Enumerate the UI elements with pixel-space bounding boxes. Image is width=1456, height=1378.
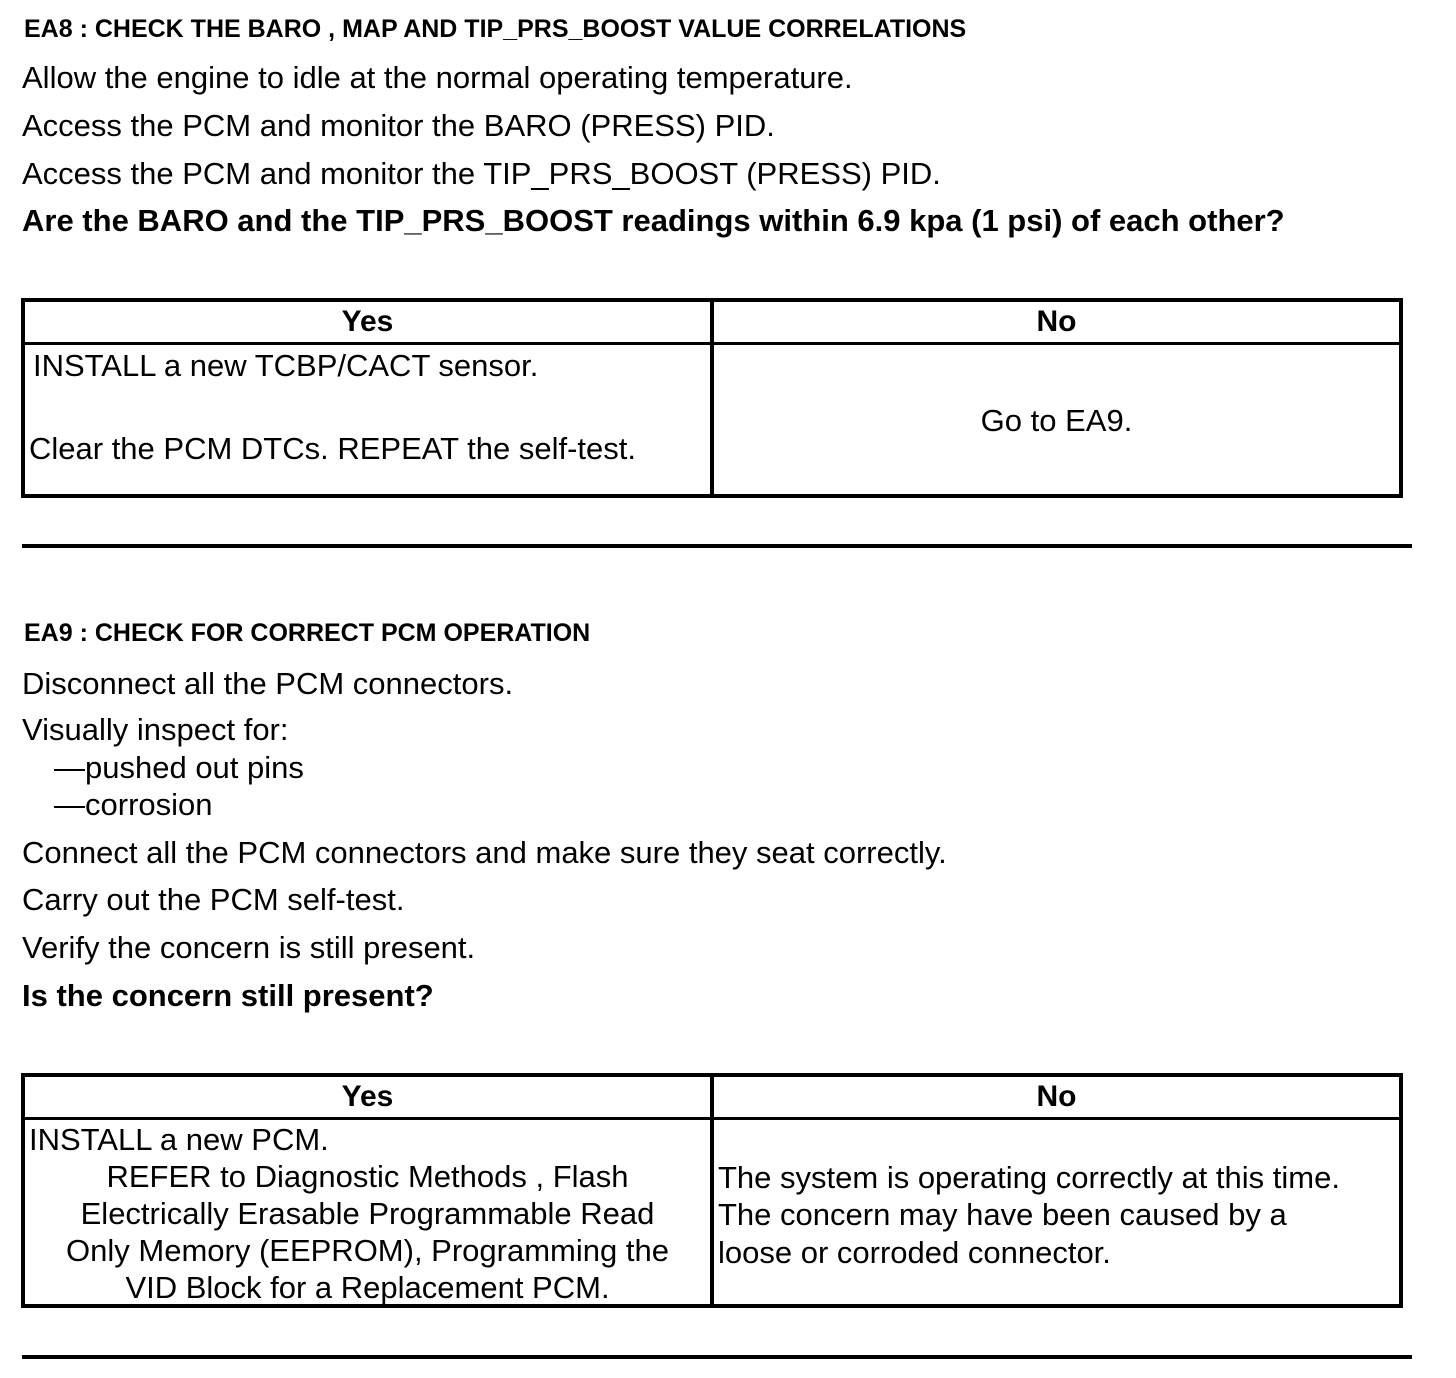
ea9-no-line-2: The concern may have been caused by a: [718, 1197, 1287, 1232]
ea9-result-table: [21, 1073, 1403, 1308]
ea8-step-1: Allow the engine to idle at the normal operating temperature.: [22, 60, 853, 95]
table-header-divider: [25, 1117, 1399, 1120]
section-divider: [22, 544, 1412, 548]
ea9-no-line-3: loose or corroded connector.: [718, 1235, 1111, 1270]
ea9-step-3: Connect all the PCM connectors and make sure they seat correctly.: [22, 835, 947, 870]
ea9-step-5: Verify the concern is still present.: [22, 930, 476, 965]
ea9-yes-line-5: VID Block for a Replacement PCM.: [125, 1270, 610, 1305]
ea9-substep-1: —pushed out pins: [54, 750, 304, 785]
ea9-no-header: No: [1036, 1080, 1077, 1113]
section-divider-bottom: [22, 1355, 1412, 1359]
ea9-step-1: Disconnect all the PCM connectors.: [22, 666, 514, 701]
ea8-question: Are the BARO and the TIP_PRS_BOOST readings within 6.9 kpa (1 psi) of each other?: [22, 203, 1285, 238]
table-header-divider: [25, 342, 1399, 345]
ea9-step-2: Visually inspect for:: [22, 712, 289, 747]
ea9-substep-2: —corrosion: [54, 787, 213, 822]
ea9-yes-header: Yes: [341, 1080, 394, 1113]
ea8-result-table: [21, 298, 1403, 498]
ea8-step-2: Access the PCM and monitor the BARO (PRESS) PID.: [22, 108, 775, 143]
ea8-yes-header: Yes: [341, 305, 394, 338]
ea8-yes-line-1: INSTALL a new TCBP/CACT sensor.: [33, 348, 539, 383]
ea9-step-4: Carry out the PCM self-test.: [22, 882, 405, 917]
ea9-yes-line-4: Only Memory (EEPROM), Programming the: [66, 1233, 669, 1268]
ea9-heading: EA9 : CHECK FOR CORRECT PCM OPERATION: [24, 619, 591, 647]
ea9-yes-line-1: INSTALL a new PCM.: [29, 1122, 329, 1157]
ea9-question: Is the concern still present?: [22, 978, 434, 1013]
ea8-yes-line-2: Clear the PCM DTCs. REPEAT the self-test.: [29, 431, 636, 466]
ea9-no-line-1: The system is operating correctly at this time.: [718, 1160, 1340, 1195]
ea8-no-header: No: [1036, 305, 1077, 338]
ea8-step-3: Access the PCM and monitor the TIP_PRS_BOOST (PRESS) PID.: [22, 156, 941, 191]
ea8-no-cell: Go to EA9.: [980, 403, 1133, 438]
ea9-yes-line-2: REFER to Diagnostic Methods , Flash: [106, 1159, 629, 1194]
ea9-yes-line-3: Electrically Erasable Programmable Read: [80, 1196, 655, 1231]
ea8-heading: EA8 : CHECK THE BARO , MAP AND TIP_PRS_BOOST VALUE CORRELATIONS: [24, 15, 967, 43]
